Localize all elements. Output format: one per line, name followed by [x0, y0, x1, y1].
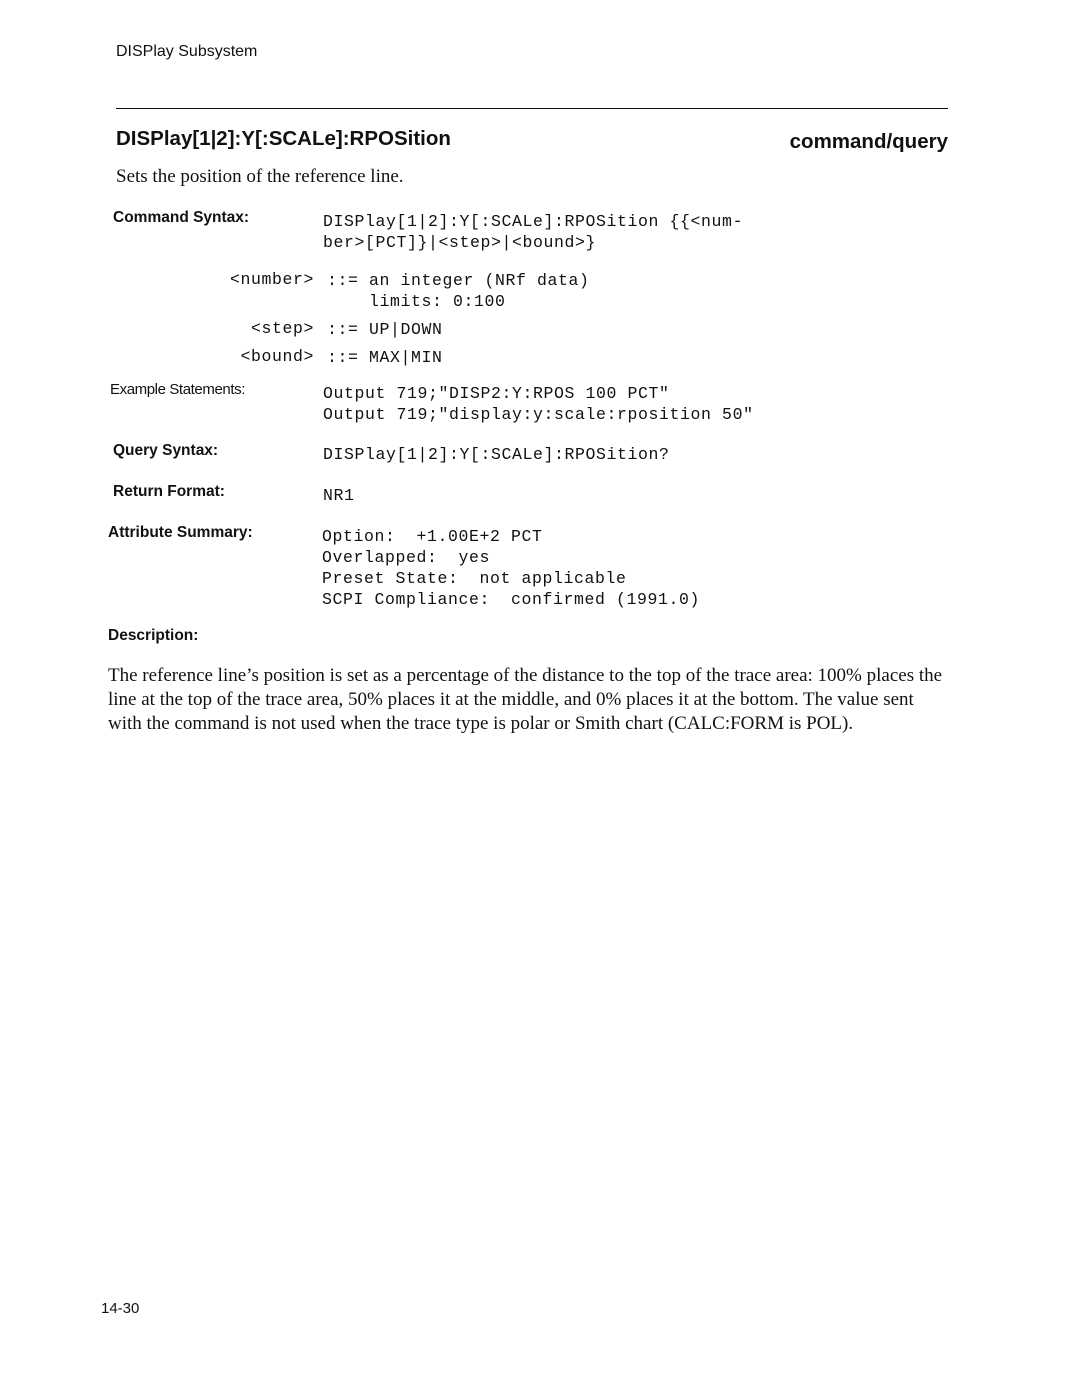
command-intro: Sets the position of the reference line. [116, 166, 404, 187]
attribute-scpi-compliance: SCPI Compliance: confirmed (1991.0) [322, 590, 701, 609]
running-header: DISPlay Subsystem [116, 43, 258, 60]
attribute-overlapped: Overlapped: yes [322, 548, 491, 567]
description-label: Description: [108, 627, 199, 644]
command-syntax-line-2: ber>[PCT]}|<step>|<bound>} [323, 233, 597, 252]
param-number-limits: limits: 0:100 [369, 292, 506, 311]
description-text: The reference line’s position is set as a percentage of the distance to the top of the trace area: 100% places the line at the top of the trace area, 50% places it at the middle, and 0% places it at the bottom. The value sent with the command is not used when the trace type is polar or Smith chart (CALC:FORM is POL). [108, 665, 943, 734]
command-syntax-line-1: DISPlay[1|2]:Y[:SCALe]:RPOSition {{<num- [323, 212, 744, 231]
return-format-label: Return Format: [113, 483, 225, 500]
example-line-2: Output 719;"display:y:scale:rposition 50" [323, 405, 754, 424]
command-syntax-label: Command Syntax: [113, 209, 250, 226]
param-step-name: <step> [250, 319, 314, 338]
command-title: DISPlay[1|2]:Y[:SCALe]:RPOSition [116, 127, 451, 150]
example-line-1: Output 719;"DISP2:Y:RPOS 100 PCT" [323, 384, 670, 403]
param-number-name: <number> [229, 270, 314, 289]
example-statements-label: Example Statements: [110, 381, 245, 398]
param-bound-name: <bound> [240, 347, 314, 366]
return-format-value: NR1 [323, 486, 355, 505]
page-number: 14-30 [101, 1300, 140, 1317]
attribute-preset-state: Preset State: not applicable [322, 569, 627, 588]
param-bound-def: ::= MAX|MIN [327, 348, 443, 367]
command-type: command/query [789, 130, 948, 153]
attribute-summary-label: Attribute Summary: [108, 524, 253, 541]
param-number-def: ::= an integer (NRf data) [327, 271, 590, 290]
header-rule [116, 108, 948, 109]
query-syntax-label: Query Syntax: [113, 442, 219, 459]
attribute-option: Option: +1.00E+2 PCT [322, 527, 543, 546]
query-syntax-value: DISPlay[1|2]:Y[:SCALe]:RPOSition? [323, 445, 670, 464]
param-step-def: ::= UP|DOWN [327, 320, 443, 339]
